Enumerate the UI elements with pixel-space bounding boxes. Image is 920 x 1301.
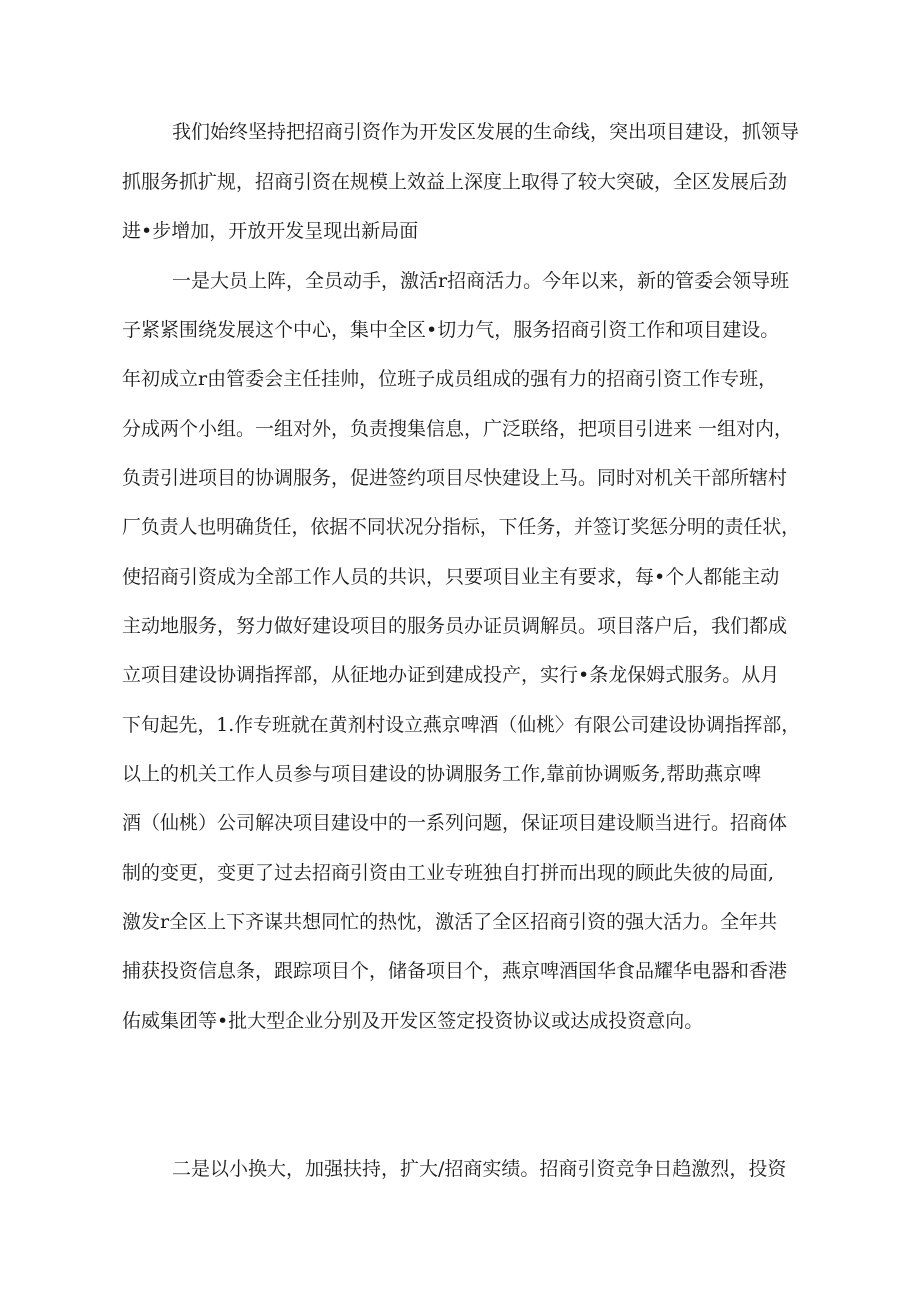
text-line: 主动地服务，努力做好建设项目的服务员办证员调解员。项目落户后，我们都成 bbox=[122, 615, 788, 637]
text-line: 子紧紧围绕发展这个中心，集中全区•切力气，服务招商引资工作和项目建设。 bbox=[122, 319, 780, 341]
text-line: 下旬起先，1.作专班就在黄剂村设立燕京啤酒（仙桃〉有限公司建设协调指挥部， bbox=[122, 714, 801, 736]
text-line: 分成两个小组。一组对外，负责搜集信息，广泛联络，把项目引进来 一组对内， bbox=[122, 418, 794, 440]
text-line: 我们始终坚持把招商引资作为开发区发展的生命线，突出项目建设，抓领导 bbox=[172, 121, 800, 143]
text-line: 立项目建设协调指挥部，从征地办证到建成投产，实行•条龙保姆式服务。从月 bbox=[122, 664, 780, 686]
text-line: 二是以小换大，加强扶持，扩大/招商实绩。招商引资竞争日趋激烈，投资 bbox=[172, 1158, 787, 1180]
text-line: 厂负责人也明确货任，依据不同状况分指标，下任务，并签订奖惩分明的责任状， bbox=[122, 516, 801, 538]
text-line: 使招商引资成为全部工作人员的共识，只要项目业主有要求，每•个人都能主动 bbox=[122, 566, 780, 588]
text-line: 年初成立r由管委会主任挂帅，位班子成员组成的强有力的招商引资工作专班， bbox=[122, 368, 778, 390]
text-line: 一是大员上阵，全员动手，激活r招商活力。今年以来，新的管委会领导班 bbox=[172, 270, 790, 292]
text-line: 制的变更，变更了过去招商引资由工业专班独自打拼而出现的顾此失彼的局面, bbox=[122, 862, 775, 884]
text-line: 以上的机关工作人员参与项目建设的协调服务工作,靠前协调贩务,帮助燕京啤 bbox=[122, 763, 762, 785]
text-line: 抓服务抓扩规，招商引资在规模上效益上深度上取得了较大突破，全区发展后劲 bbox=[122, 171, 788, 193]
text-line: 激发r全区上下齐谋共想同忙的热忱，激活了全区招商引资的强大活力。全年共 bbox=[122, 911, 778, 933]
text-line: 负责引进项目的协调服务，促进签约项目尽快建设上马。同时对机关干部所辖村 bbox=[122, 467, 788, 489]
text-line: 酒（仙桃）公司解决项目建设中的一系列问题，保证项目建设顺当进行。招商体 bbox=[122, 812, 788, 834]
text-line: 进•步增加，开放开发呈现出新局面 bbox=[122, 220, 419, 242]
text-line: 捕获投资信息条，跟踪项目个，储备项目个，燕京啤酒国华食品耀华电器和香港 bbox=[122, 960, 788, 982]
text-line: 佑威集团等•批大型企业分别及开发区签定投资协议或达成投资意向。 bbox=[122, 1010, 704, 1032]
